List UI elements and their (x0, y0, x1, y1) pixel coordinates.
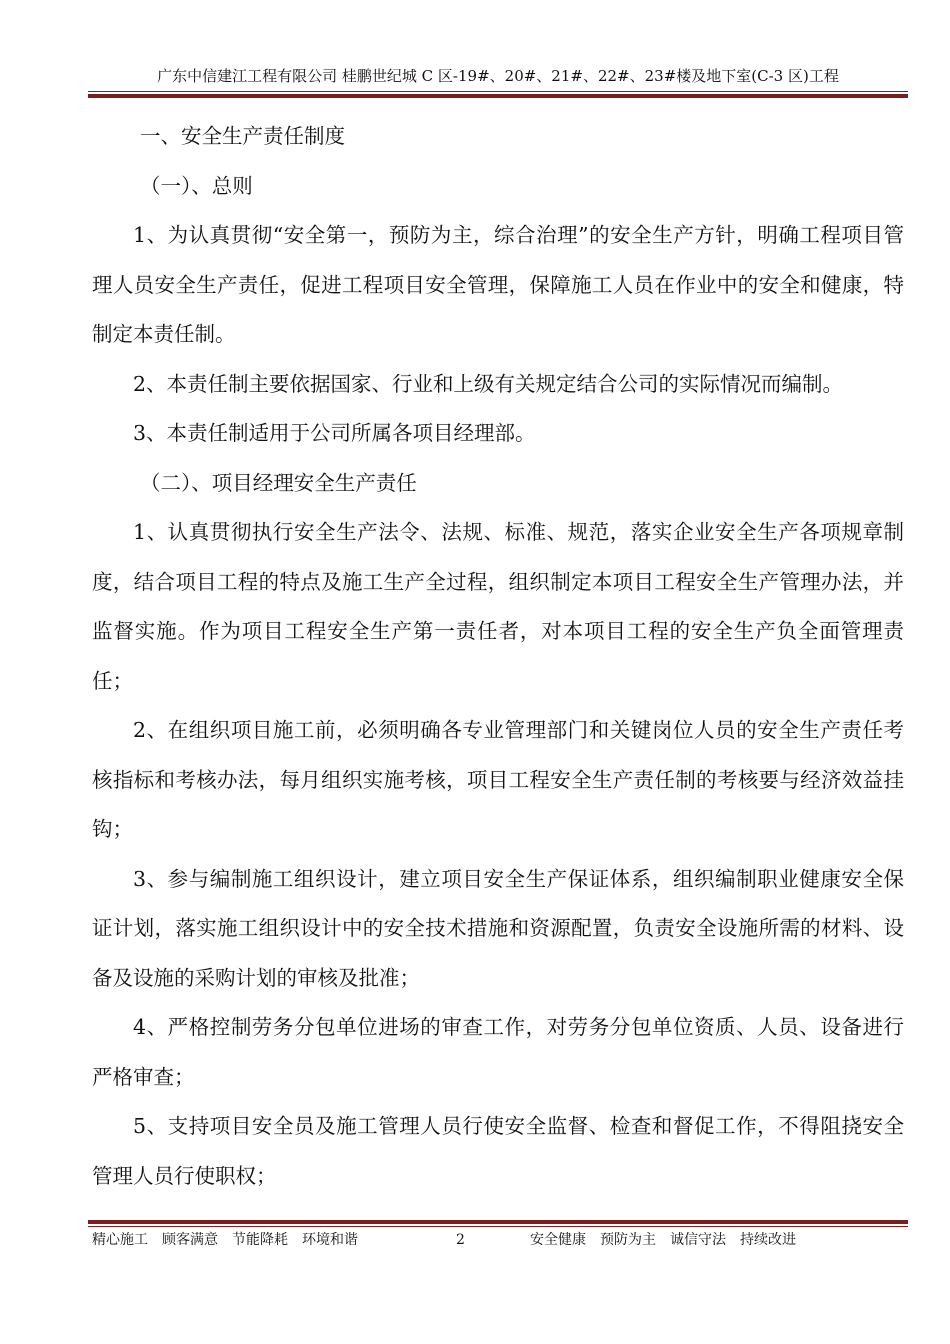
footer-rule-thin (88, 1226, 908, 1227)
footer-slogan: 安全健康 (530, 1232, 586, 1248)
footer-slogan: 节能降耗 (232, 1232, 288, 1248)
footer-slogans-left (92, 1230, 372, 1250)
paragraph: 3、本责任制适用于公司所属各项目经理部。 (133, 421, 536, 445)
header-text: 广东中信建江工程有限公司 桂鹏世纪城 C 区-19#、20#、21#、22#、23#楼及地下室(C-3 区)工程 (157, 67, 839, 85)
footer-slogan: 环境和谐 (302, 1232, 358, 1248)
paragraph: 1、认真贯彻执行安全生产法令、法规、标准、规范，落实企业安全生产各项规章制度，结合项目工程的特点及施工生产全过程，组织制定本项目工程安全生产管理办法，并监督实施。作为项目工程安全生产第一责任者，对本项目工程的安全生产负全面管理责任； (92, 520, 904, 693)
footer-rule-thick (88, 1220, 908, 1224)
page-number: 2 (456, 1232, 465, 1248)
section-title: 一、安全生产责任制度 (140, 124, 345, 148)
paragraph: 1、为认真贯彻“安全第一，预防为主，综合治理”的安全生产方针，明确工程项目管理人员安全生产责任，促进工程项目安全管理，保障施工人员在作业中的安全和健康，特制定本责任制。 (92, 223, 904, 346)
paragraph: 4、严格控制劳务分包单位进场的审查工作，对劳务分包单位资质、人员、设备进行严格审查； (92, 1015, 904, 1089)
footer-slogan: 预防为主 (600, 1232, 656, 1248)
header-rule-thin (88, 91, 908, 92)
paragraph: 5、支持项目安全员及施工管理人员行使安全监督、检查和督促工作，不得阻挠安全管理人员行使职权； (92, 1114, 904, 1188)
paragraph: 2、在组织项目施工前，必须明确各专业管理部门和关键岗位人员的安全生产责任考核指标和考核办法，每月组织实施考核，项目工程安全生产责任制的考核要与经济效益挂钩； (92, 718, 904, 841)
subsection-heading-pm: （二）、项目经理安全生产责任 (140, 470, 417, 495)
document-body (92, 112, 904, 1201)
footer-slogan: 精心施工 (92, 1232, 148, 1248)
subsection-heading-general: （一）、总则 (140, 173, 253, 198)
header-rule-thick (88, 94, 908, 98)
footer-slogans-right (530, 1230, 810, 1250)
footer-slogan: 诚信守法 (670, 1232, 726, 1248)
footer-slogan: 持续改进 (740, 1232, 796, 1248)
paragraph: 3、参与编制施工组织设计，建立项目安全生产保证体系，组织编制职业健康安全保证计划，落实施工组织设计中的安全技术措施和资源配置，负责安全设施所需的材料、设备及设施的采购计划的审核及批准； (92, 866, 904, 990)
paragraph: 2、本责任制主要依据国家、行业和上级有关规定结合公司的实际情况而编制。 (133, 371, 844, 396)
footer-slogan: 顾客满意 (162, 1232, 218, 1248)
